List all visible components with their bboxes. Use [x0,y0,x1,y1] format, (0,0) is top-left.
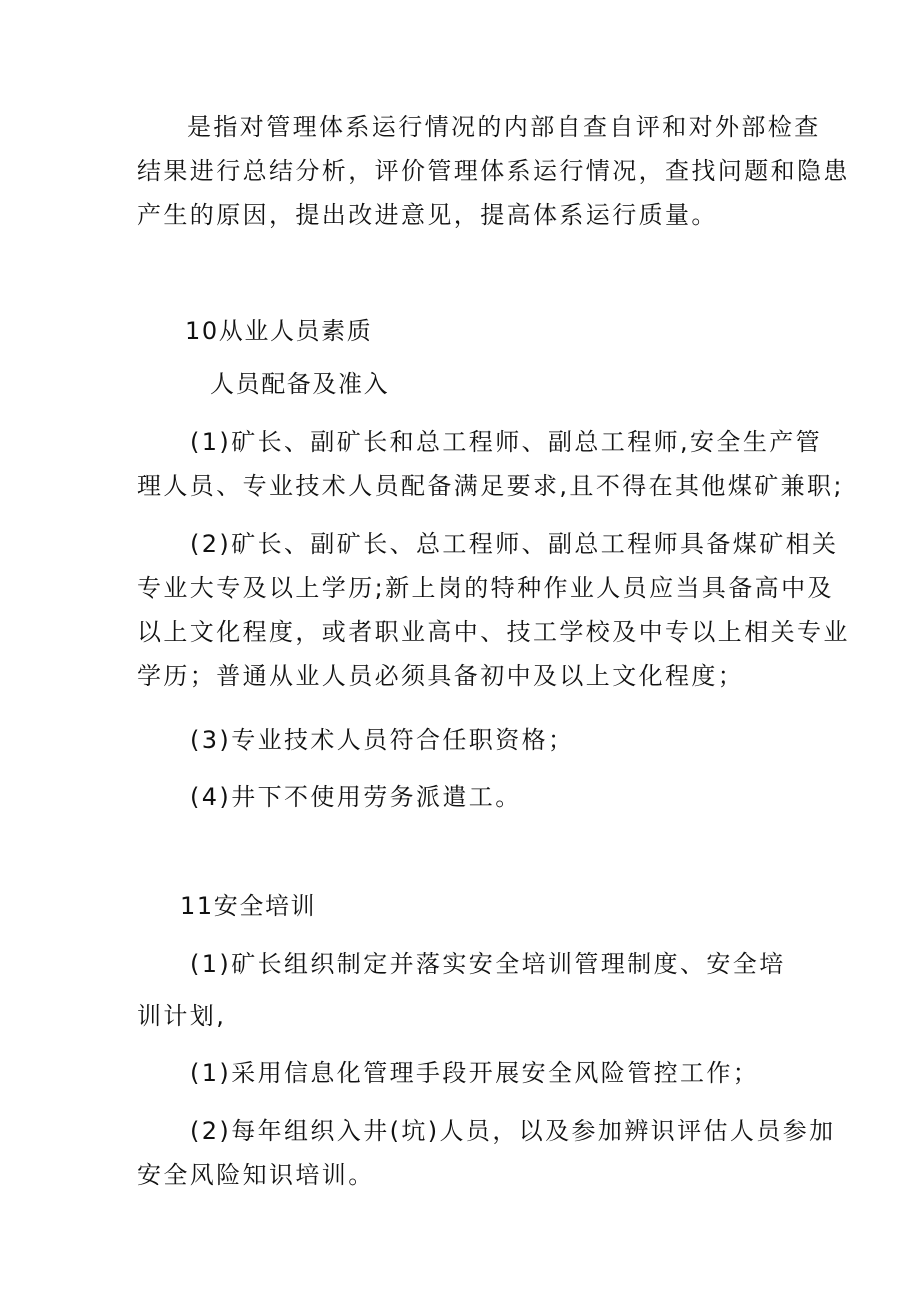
section-10-subtitle: 人员配备及准入 [210,370,390,398]
intro-line-2: 结果进行总结分析，评价管理体系运行情况，查找问题和隐患 [137,157,850,185]
section-10-item-2-line-3: 以上文化程度，或者职业高中、技工学校及中专以上相关专业 [137,618,850,646]
section-10-item-3: (3)专业技术人员符合任职资格； [190,726,575,754]
section-10-item-1-line-1: (1)矿长、副矿长和总工程师、副总工程师,安全生产管 [190,428,823,456]
section-11-item-3-line-2: 安全风险知识培训。 [137,1161,375,1189]
section-10-item-2-line-2: 专业大专及以上学历;新上岗的特种作业人员应当具备高中及 [137,574,834,602]
section-10-item-4: (4)井下不使用劳务派遣工。 [190,783,522,811]
section-10-item-2-line-4: 学历；普通从业人员必须具备初中及以上文化程度； [137,662,745,690]
section-11-item-1-line-2: 训计划, [137,1002,227,1030]
section-11-item-3-line-1: (2)每年组织入井(坑)人员，以及参加辨识评估人员参加 [190,1117,836,1145]
section-10-title: 10从业人员素质 [185,317,373,345]
section-11-item-1-line-1: (1)矿长组织制定并落实安全培训管理制度、安全培 [190,950,786,978]
intro-line-3: 产生的原因，提出改进意见，提高体系运行质量。 [137,201,718,229]
section-11-title: 11安全培训 [180,892,317,920]
section-10-item-1-line-2: 理人员、专业技术人员配备满足要求,且不得在其他煤矿兼职; [137,472,844,500]
section-11-item-2: (1)采用信息化管理手段开展安全风险管控工作； [190,1059,760,1087]
intro-line-1: 是指对管理体系运行情况的内部自查自评和对外部检查 [187,113,821,141]
section-10-item-2-line-1: (2)矿长、副矿长、总工程师、副总工程师具备煤矿相关 [190,530,839,558]
